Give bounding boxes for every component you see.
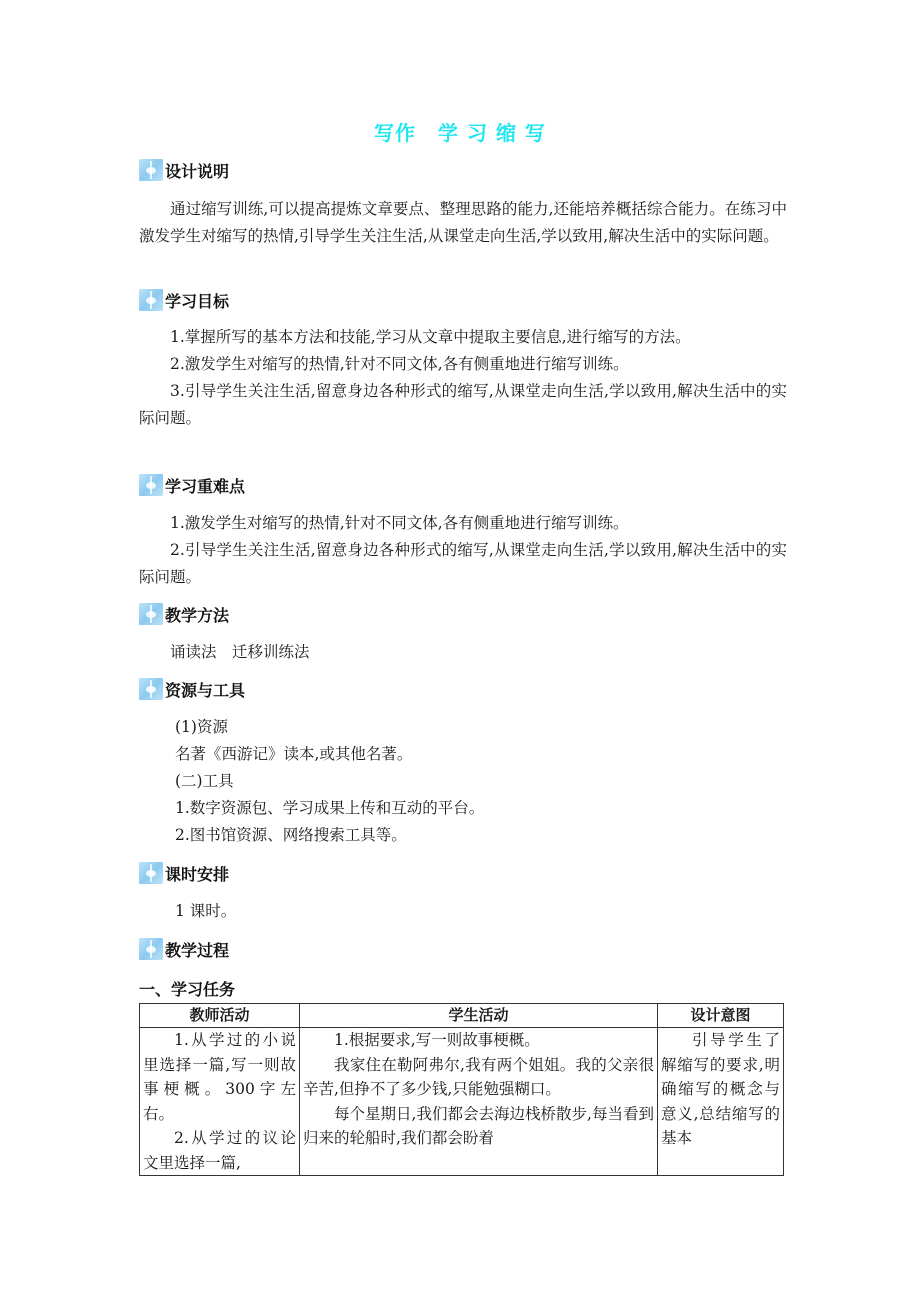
section-heading-goals [139,287,229,313]
process-subheading: 一、学习任务 [139,980,236,999]
cell-paragraph: 引导学生了解缩写的要求,明确缩写的概念与意义,总结缩写的基本 [661,1031,780,1147]
title-topic: 学 习 缩 写 [438,121,546,145]
goals-list [139,324,787,432]
student-activity-cell [300,1028,658,1176]
section-heading-text: 学习重难点 [165,476,246,496]
book-icon [139,938,163,960]
cell-paragraph: 2.从学过的议论文里选择一篇, [143,1129,296,1172]
paragraph: 1 课时。 [175,902,237,920]
section-heading-schedule [139,860,229,886]
book-icon [139,289,163,311]
list-item: 1.激发学生对缩写的热情,针对不同文体,各有侧重地进行缩写训练。 [170,514,629,532]
section-heading-text: 学习目标 [165,291,230,311]
section-heading-text: 资源与工具 [165,680,246,700]
list-item: 3.引导学生关注生活,留意身边各种形式的缩写,从课堂走向生活,学以致用,解决生活中的实际问题。 [139,382,787,427]
section-heading-text: 课时安排 [165,864,230,884]
section-heading-process [139,936,229,962]
column-header-teacher: 教师活动 [140,1004,300,1028]
cell-paragraph: 1.根据要求,写一则故事梗概。 [334,1031,540,1049]
list-item: (二)工具 [175,772,234,790]
cell-paragraph: 1.从学过的小说里选择一篇,写一则故事梗概。300字左右。 [143,1031,296,1123]
resources-list [139,714,787,849]
learning-task-table [139,1003,784,1176]
methods-text [139,639,787,666]
title-category: 写作 [374,121,417,145]
list-item: 1.数字资源包、学习成果上传和互动的平台。 [175,799,485,817]
book-icon [139,603,163,625]
design-intent-cell [658,1028,784,1176]
table-row [140,1028,784,1176]
book-icon [139,862,163,884]
list-item: 2.激发学生对缩写的热情,针对不同文体,各有侧重地进行缩写训练。 [170,355,629,373]
teacher-activity-cell [140,1028,300,1176]
paragraph: 通过缩写训练,可以提高提炼文章要点、整理思路的能力,还能培养概括综合能力。在练习中激发学生对缩写的热情,引导学生关注生活,从课堂走向生活,学以致用,解决生活中的实际问题。 [139,200,787,245]
list-item: 名著《西游记》读本,或其他名著。 [175,745,413,763]
schedule-text [139,898,787,925]
section-heading-key-points [139,472,245,498]
book-icon [139,159,163,181]
paragraph: 诵读法 迁移训练法 [170,643,310,661]
column-header-intent: 设计意图 [658,1004,784,1028]
section-heading-text: 教学方法 [165,605,230,625]
section-heading-methods [139,601,229,627]
list-item: (1)资源 [175,718,228,736]
design-description [139,196,787,250]
list-item: 2.引导学生关注生活,留意身边各种形式的缩写,从课堂走向生活,学以致用,解决生活中的实际问题。 [139,541,787,586]
section-heading-design [139,157,229,183]
section-heading-text: 设计说明 [165,161,230,181]
cell-paragraph: 每个星期日,我们都会去海边栈桥散步,每当看到归来的轮船时,我们都会盼着 [303,1104,654,1147]
cell-paragraph: 我家住在勒阿弗尔,我有两个姐姐。我的父亲很辛苦,但挣不了多少钱,只能勉强糊口。 [303,1055,654,1098]
section-heading-text: 教学过程 [165,940,230,960]
section-heading-resources [139,676,245,702]
key-points-list [139,510,787,591]
book-icon [139,474,163,496]
list-item: 1.掌握所写的基本方法和技能,学习从文章中提取主要信息,进行缩写的方法。 [170,328,691,346]
table-header-row [140,1004,784,1028]
book-icon [139,678,163,700]
list-item: 2.图书馆资源、网络搜索工具等。 [175,826,407,844]
document-title [0,117,920,146]
column-header-student: 学生活动 [300,1004,658,1028]
